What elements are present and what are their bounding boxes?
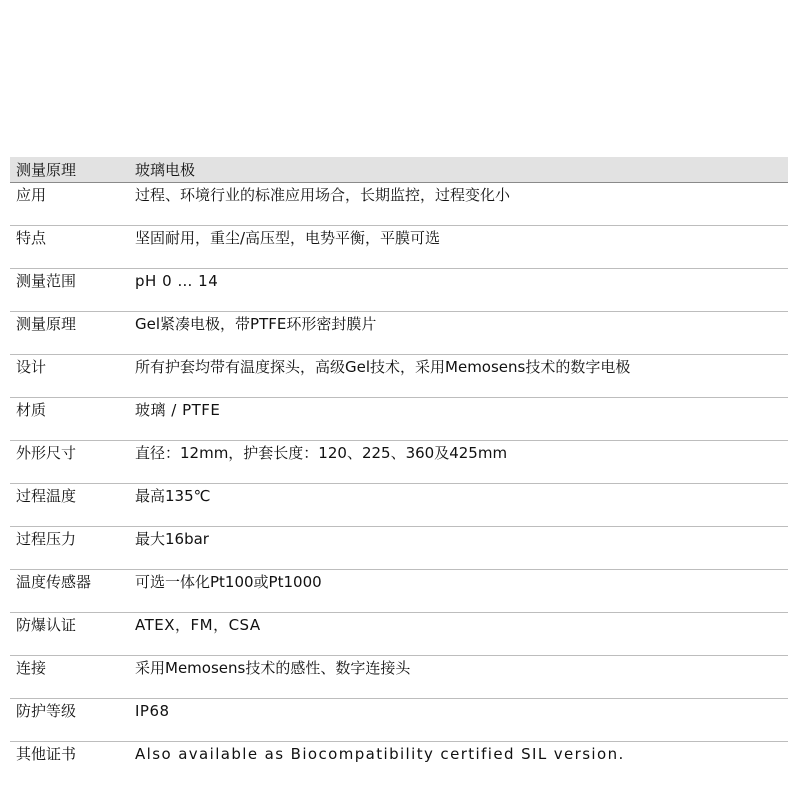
header-label: 测量原理 <box>16 161 77 179</box>
row-value: 可选一体化Pt100或Pt1000 <box>135 573 322 591</box>
table-row <box>10 226 788 269</box>
row-label: 特点 <box>16 229 47 247</box>
row-value: 直径：12mm，护套长度：120、225、360及425mm <box>135 444 508 462</box>
table-row <box>10 269 788 312</box>
row-label: 外形尺寸 <box>16 444 77 462</box>
table-row <box>10 484 788 527</box>
row-value: 过程、环境行业的标准应用场合，长期监控，过程变化小 <box>135 186 511 204</box>
row-label: 过程压力 <box>16 530 77 548</box>
row-label: 温度传感器 <box>16 573 92 591</box>
row-value: IP68 <box>135 702 170 720</box>
table-header-row <box>10 157 788 183</box>
row-label: 其他证书 <box>16 745 77 763</box>
row-value: pH 0 … 14 <box>135 272 219 290</box>
row-label: 防护等级 <box>16 702 77 720</box>
row-label: 测量原理 <box>16 315 77 333</box>
table-row <box>10 183 788 226</box>
row-value: 最高135℃ <box>135 487 211 505</box>
row-value: 采用Memosens技术的感性、数字连接头 <box>135 659 411 677</box>
row-label: 应用 <box>16 186 47 204</box>
table-row <box>10 441 788 484</box>
row-value: 坚固耐用，重尘/高压型，电势平衡，平膜可选 <box>135 229 441 247</box>
spec-table <box>10 157 788 785</box>
table-row <box>10 355 788 398</box>
row-label: 测量范围 <box>16 272 77 290</box>
row-label: 连接 <box>16 659 47 677</box>
row-value: 所有护套均带有温度探头，高级Gel技术，采用Memosens技术的数字电极 <box>135 358 631 376</box>
table-row <box>10 656 788 699</box>
row-value: 玻璃 / PTFE <box>135 401 221 419</box>
header-value: 玻璃电极 <box>135 161 196 179</box>
table-row <box>10 312 788 355</box>
table-row <box>10 613 788 656</box>
table-row <box>10 699 788 742</box>
row-label: 防爆认证 <box>16 616 77 634</box>
row-value: Also available as Biocompatibility certified SIL version. <box>135 745 625 763</box>
table-row <box>10 527 788 570</box>
row-value: 最大16bar <box>135 530 209 548</box>
row-label: 材质 <box>16 401 47 419</box>
row-label: 设计 <box>16 358 47 376</box>
row-value: ATEX，FM，CSA <box>135 616 261 634</box>
row-value: Gel紧凑电极，带PTFE环形密封膜片 <box>135 315 377 333</box>
table-row <box>10 398 788 441</box>
row-label: 过程温度 <box>16 487 77 505</box>
table-row <box>10 570 788 613</box>
table-row <box>10 742 788 785</box>
